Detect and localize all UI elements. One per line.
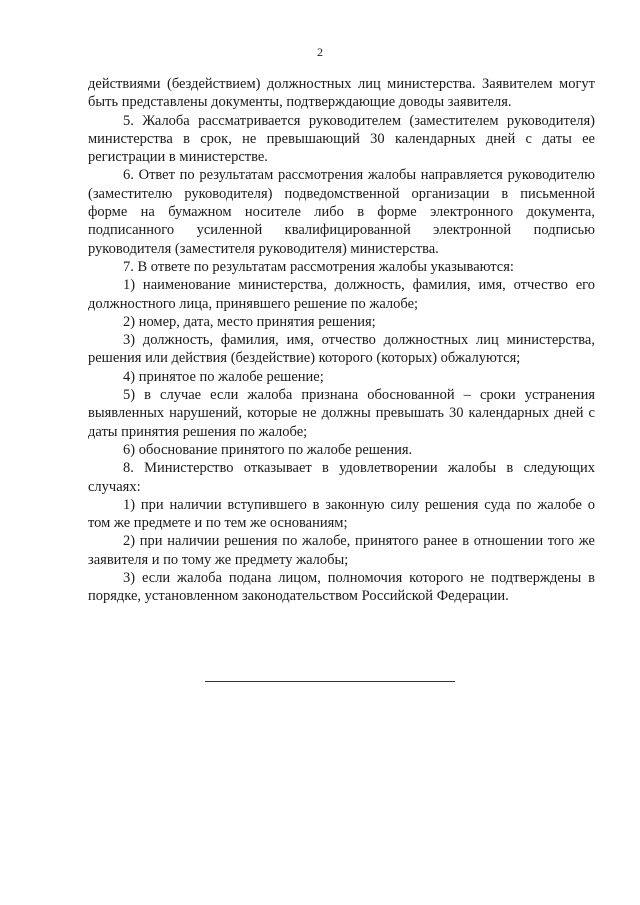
list-item-8-3: 3) если жалоба подана лицом, полномочия которого не подтверждены в порядке, установленном законодательством Российской Федерации. bbox=[88, 570, 595, 605]
document-body bbox=[88, 75, 595, 606]
paragraph-item-5: 5. Жалоба рассматривается руководителем (заместителем руководителя) министерства в срок, не превышающий 30 календарных дней с даты ее регистрации в министерстве. bbox=[88, 112, 595, 166]
end-separator-line bbox=[205, 681, 455, 682]
list-item-7-3: 3) должность, фамилия, имя, отчество должностных лиц министерства, решения или действия (бездействие) которого (которых) обжалуются; bbox=[88, 332, 595, 367]
paragraph-item-7: 7. В ответе по результатам рассмотрения жалобы указываются: bbox=[123, 258, 514, 275]
page-number: 2 bbox=[317, 45, 323, 59]
paragraph-item-6: 6. Ответ по результатам рассмотрения жалобы направляется руководителю (заместителю руководителя) подведомственной организации в письменной форме на бумажном носителе либо в форме электронного документа, подписанного усиленной квалифицированной электронной подписью руководителя (заместителя руководителя) министерства. bbox=[88, 167, 595, 257]
list-item-8-1: 1) при наличии вступившего в законную силу решения суда по жалобе о том же предмете и по тем же основаниям; bbox=[88, 496, 595, 532]
list-item-7-6: 6) обоснование принятого по жалобе решения. bbox=[123, 441, 413, 458]
list-item-7-2: 2) номер, дата, место принятия решения; bbox=[123, 313, 376, 330]
list-item-7-5: 5) в случае если жалоба признана обоснованной – сроки устранения выявленных нарушений, которые не должны превышать 30 календарных дней с даты принятия решения по жалобе; bbox=[88, 387, 595, 440]
paragraph-continuation: действиями (бездействием) должностных лиц министерства. Заявителем могут быть представлены документы, подтверждающие доводы заявителя. bbox=[88, 76, 595, 111]
paragraph-item-8: 8. Министерство отказывает в удовлетворении жалобы в следующих случаях: bbox=[88, 460, 595, 495]
list-item-8-2: 2) при наличии решения по жалобе, принятого ранее в отношении того же заявителя и по тому же предмету жалобы; bbox=[88, 533, 595, 568]
list-item-7-4: 4) принятое по жалобе решение; bbox=[123, 368, 324, 385]
list-item-7-1: 1) наименование министерства, должность, фамилия, имя, отчество его должностного лица, принявшего решение по жалобе; bbox=[88, 277, 595, 312]
